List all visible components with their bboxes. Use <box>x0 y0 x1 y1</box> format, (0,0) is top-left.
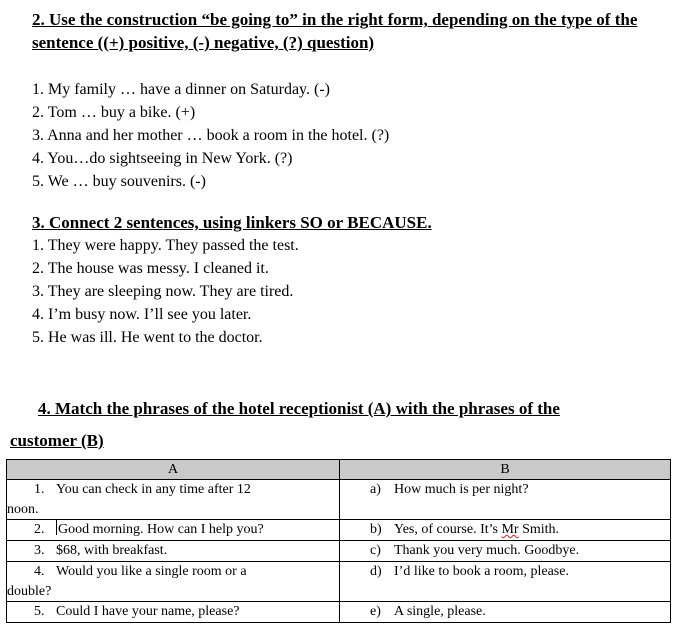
phrase-text: Yes, of course. It’s <box>394 522 502 537</box>
phrase-letter: d) <box>370 564 382 579</box>
phrase-text: A single, please. <box>394 604 486 619</box>
phrase-text: Good morning. How can I help you? <box>58 522 264 537</box>
table-row <box>7 520 671 541</box>
list-item: 2. Tom … buy a bike. (+) <box>32 104 196 121</box>
customer-phrase-cell <box>340 602 671 623</box>
phrase-number: 1. <box>34 482 45 497</box>
list-item: 5. He was ill. He went to the doctor. <box>32 329 263 346</box>
phrase-text: Would you like a single room or a <box>56 564 247 579</box>
phrase-text: You can check in any time after 12 <box>56 482 251 497</box>
list-item: 1. They were happy. They passed the test. <box>32 237 299 254</box>
phrase-letter: e) <box>370 604 381 619</box>
section-2-title: 2. Use the construction “be going to” in the right form, depending on the type of the sentence ((+) positive, (-) negative, (?) question) <box>32 10 638 52</box>
section-2-list <box>32 78 679 193</box>
customer-phrase-cell <box>340 562 671 602</box>
list-item: 5. We … buy souvenirs. (-) <box>32 173 206 190</box>
phrase-number: 5. <box>34 604 45 619</box>
phrase-text-continued: noon. <box>7 502 39 517</box>
text-cursor <box>56 520 57 535</box>
column-a-header: A <box>7 460 340 480</box>
list-item: 1. My family … have a dinner on Saturday. (-) <box>32 81 330 98</box>
section-4-title-continued: customer (B) <box>10 431 104 450</box>
section-3-title: 3. Connect 2 sentences, using linkers SO or BECAUSE. <box>32 213 432 232</box>
list-item: 3. Anna and her mother … book a room in the hotel. (?) <box>32 127 390 144</box>
section-4-title: 4. Match the phrases of the hotel receptionist (A) with the phrases of the <box>38 399 560 418</box>
phrase-text: I’d like to book a room, please. <box>394 564 569 579</box>
phrase-letter: b) <box>370 522 382 537</box>
table-row <box>7 541 671 562</box>
table-row <box>7 562 671 602</box>
customer-phrase-cell <box>340 480 671 520</box>
phrase-number: 3. <box>34 543 45 558</box>
receptionist-phrase-cell <box>7 480 340 520</box>
phrase-number: 4. <box>34 564 45 579</box>
customer-phrase-cell <box>340 520 671 541</box>
receptionist-phrase-cell <box>7 541 340 562</box>
list-item: 4. I’m busy now. I’ll see you later. <box>32 306 252 323</box>
phrase-text: Thank you very much. Goodbye. <box>394 543 580 558</box>
table-row <box>7 602 671 623</box>
phrase-letter: c) <box>370 543 381 558</box>
section-3-list <box>32 234 679 349</box>
phrase-text: Could I have your name, please? <box>56 604 240 619</box>
phrase-text-continued: double? <box>7 584 52 599</box>
table-header-row <box>7 460 671 480</box>
customer-phrase-cell <box>340 541 671 562</box>
list-item: 2. The house was messy. I cleaned it. <box>32 260 269 277</box>
spellcheck-underlined-word: Mr <box>501 522 519 537</box>
receptionist-phrase-cell <box>7 562 340 602</box>
matching-table <box>6 459 671 623</box>
list-item: 4. You…do sightseeing in New York. (?) <box>32 150 293 167</box>
phrase-text-end: Smith. <box>518 522 560 537</box>
receptionist-phrase-cell <box>7 520 340 541</box>
phrase-text: $68, with breakfast. <box>56 543 168 558</box>
column-b-header: B <box>340 460 671 480</box>
receptionist-phrase-cell <box>7 602 340 623</box>
phrase-number: 2. <box>34 522 45 537</box>
phrase-letter: a) <box>370 482 381 497</box>
table-row <box>7 480 671 520</box>
list-item: 3. They are sleeping now. They are tired. <box>32 283 294 300</box>
phrase-text: How much is per night? <box>394 482 529 497</box>
